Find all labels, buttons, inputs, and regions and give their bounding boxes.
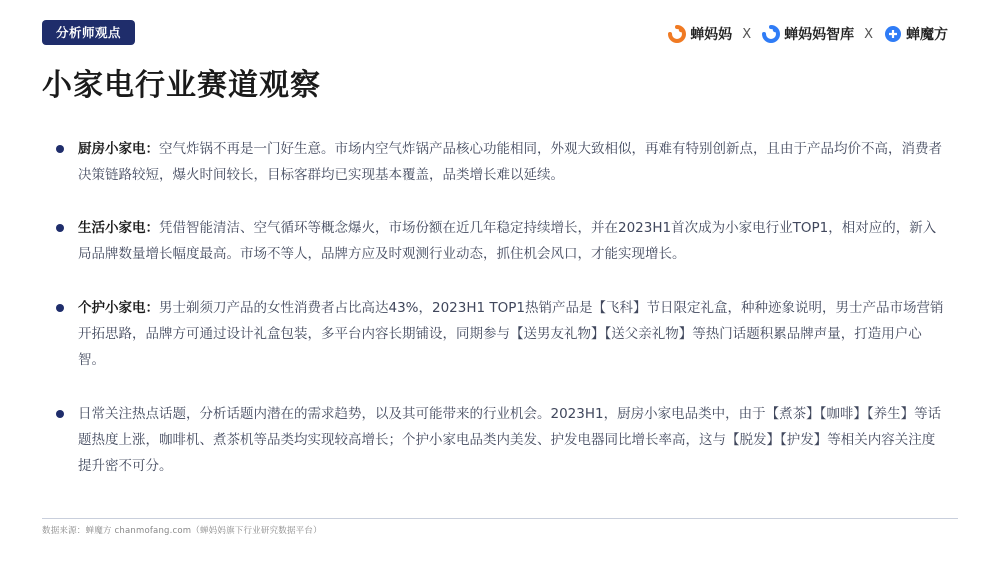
logo-separator: X xyxy=(742,26,752,42)
bullet-label: 厨房小家电： xyxy=(78,141,159,157)
section-tag: 分析师观点 xyxy=(42,20,135,45)
bullet-text: 凭借智能清洁、空气循环等概念爆火，市场份额在近几年稳定持续增长，并在2023H1首次成为小家电行业TOP1，相对应的，新入局品牌数量增长幅度最高。市场不等人，品牌方应及时观测行业动态，抓住机会风口，才能实现增长。 xyxy=(78,220,937,262)
bullet-label: 个护小家电： xyxy=(78,300,159,316)
bullet-text: 男士剃须刀产品的女性消费者占比高达43%，2023H1 TOP1热销产品是【飞科】节日限定礼盒，种种迹象说明，男士产品市场营销开拓思路，品牌方可通过设计礼盒包装，多平台内容长期铺设，同期参与【送男友礼物】【送父亲礼物】等热门话题积累品牌声量，打造用户心智。 xyxy=(78,300,944,368)
chanmama-zhiku-logo-text: 蝉妈妈智库 xyxy=(784,27,855,43)
bullet-dot xyxy=(56,410,64,418)
bullet-item xyxy=(56,295,946,373)
bullet-dot xyxy=(56,224,64,232)
bullet-text: 日常关注热点话题，分析话题内潜在的需求趋势，以及其可能带来的行业机会。2023H1，厨房小家电品类中，由于【煮茶】【咖啡】【养生】等话题热度上涨，咖啡机、煮茶机等品类均实现较高增长；个护小家电品类内美发、护发电器同比增长率高，这与【脱发】【护发】等相关内容关注度提升密不可分。 xyxy=(78,406,942,474)
chanmama-logo-text: 蝉妈妈 xyxy=(690,27,733,43)
chanmofang-logo-icon xyxy=(883,24,903,44)
chanmama-logo xyxy=(667,24,732,44)
chanmama-logo-icon xyxy=(667,24,687,44)
bullet-item xyxy=(56,215,946,267)
logo-separator: X xyxy=(864,26,873,42)
chanmofang-logo-text: 蝉魔方 xyxy=(906,27,948,43)
footer-divider xyxy=(42,518,958,519)
chanmama-zhiku-logo-icon xyxy=(761,24,781,44)
page-title: 小家电行业赛道观察 xyxy=(42,68,321,103)
chanmama-zhiku-logo xyxy=(761,24,854,44)
logo-bar xyxy=(667,22,948,46)
bullet-text: 空气炸锅不再是一门好生意。市场内空气炸锅产品核心功能相同，外观大致相似，再难有特别创新点，且由于产品均价不高，消费者决策链路较短，爆火时间较长，目标客群均已实现基本覆盖，品类增长难以延续。 xyxy=(78,141,942,183)
chanmofang-logo xyxy=(883,24,948,44)
bullet-item xyxy=(56,136,946,188)
source-note: 数据来源：蝉魔方 chanmofang.com（蝉妈妈旗下行业研究数据平台） xyxy=(42,526,322,536)
bullet-dot xyxy=(56,145,64,153)
bullet-item xyxy=(56,401,946,479)
bullet-label: 生活小家电： xyxy=(78,220,159,236)
bullet-dot xyxy=(56,304,64,312)
